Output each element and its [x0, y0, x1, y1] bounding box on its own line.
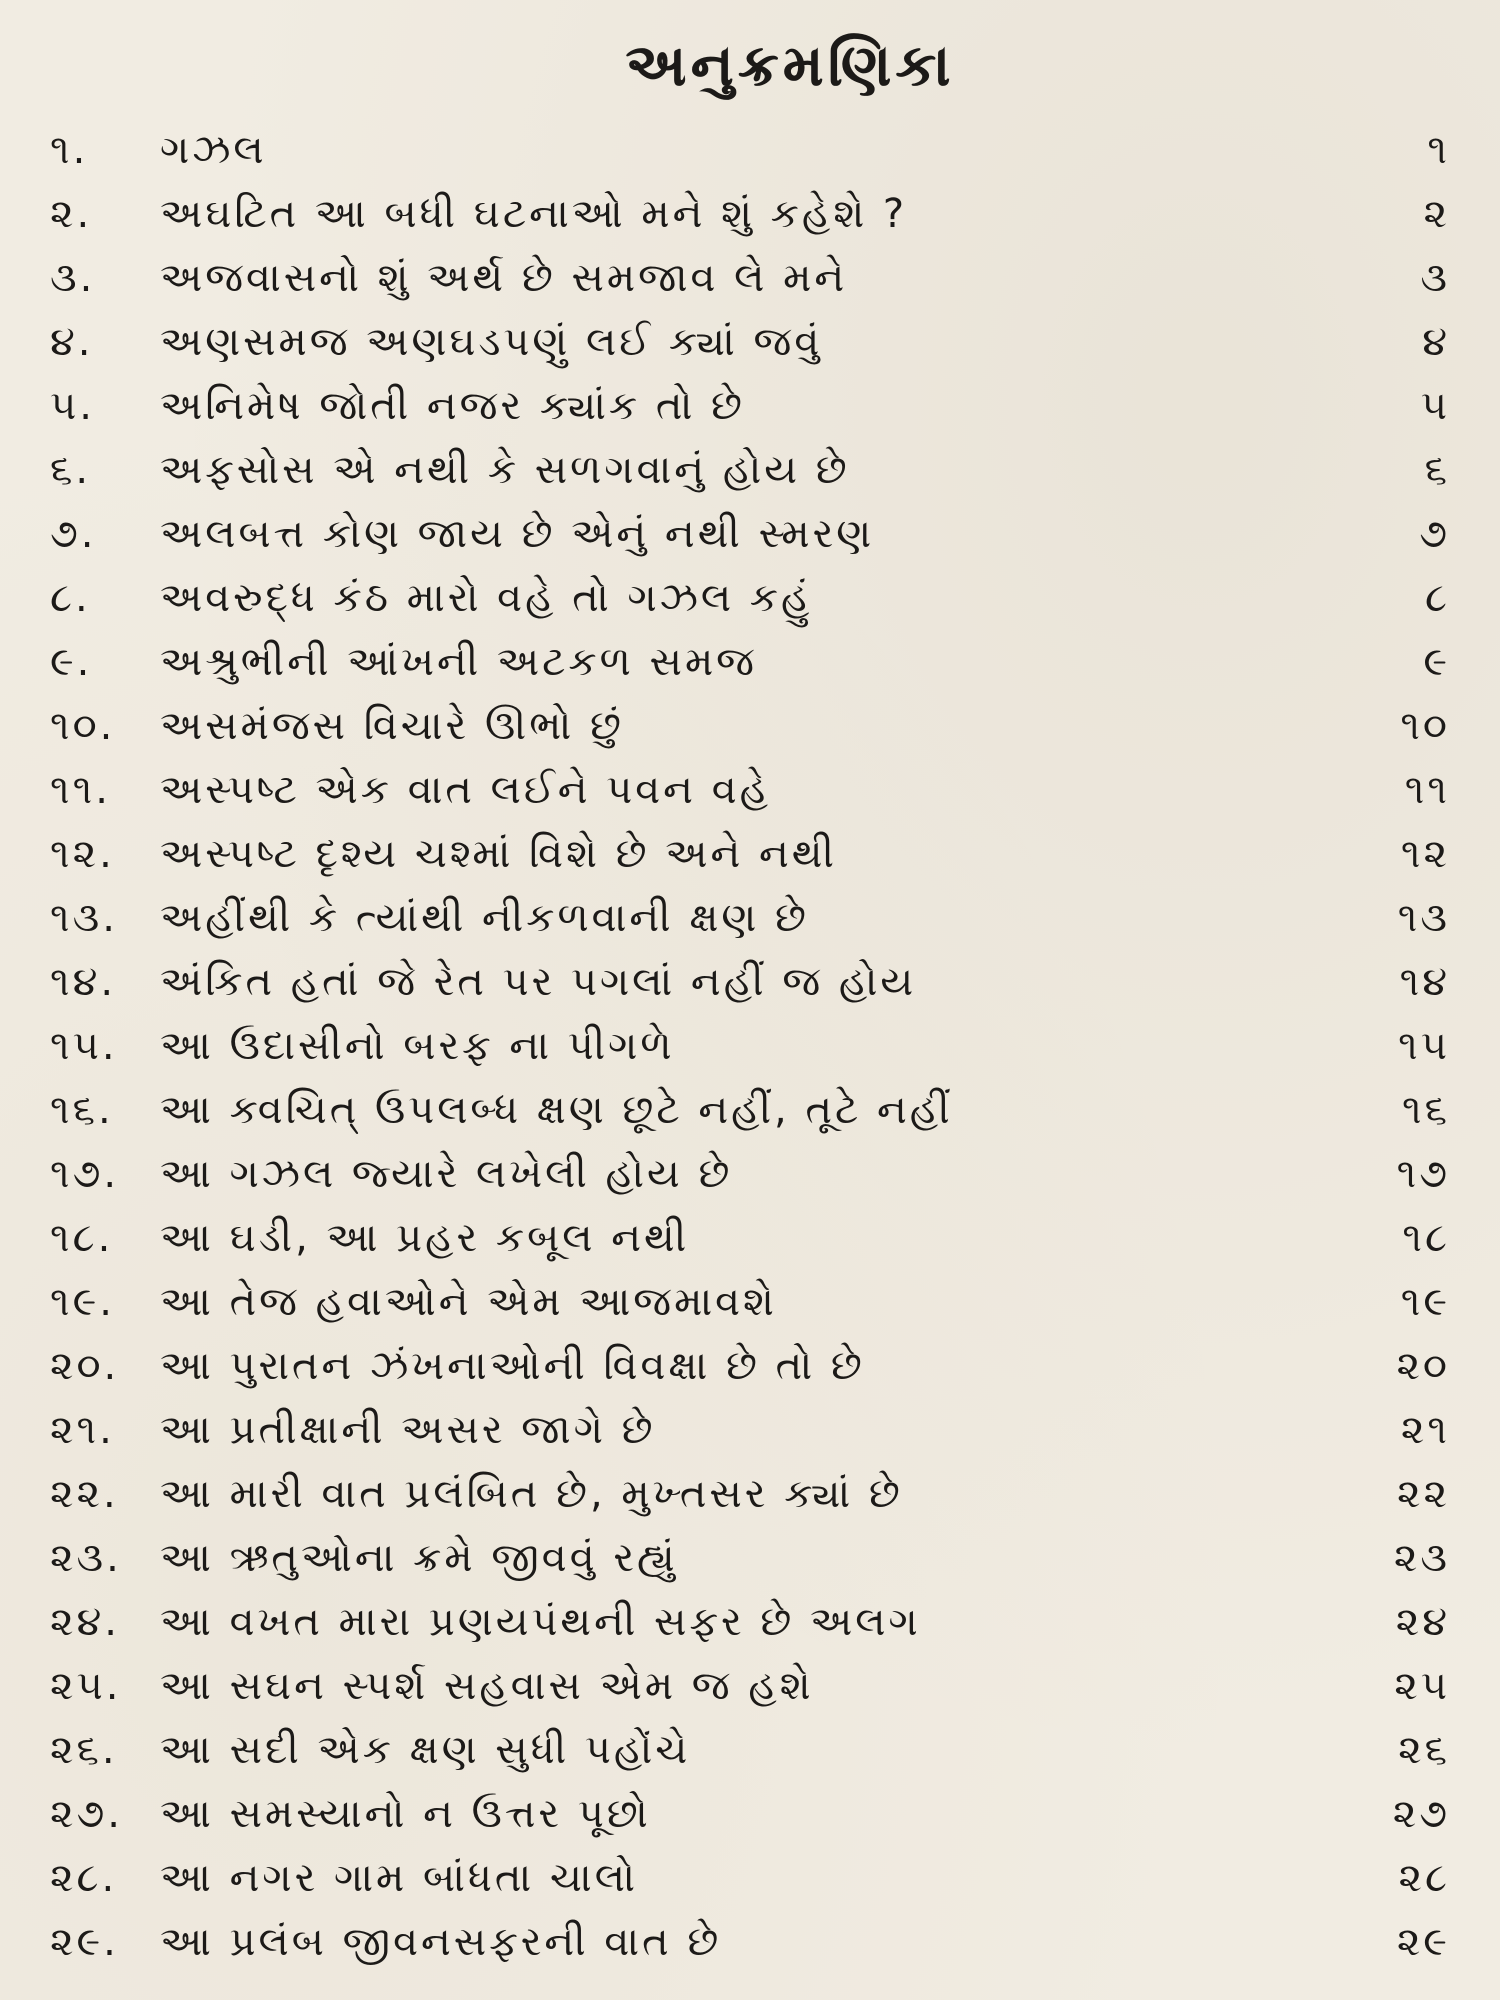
entry-page-number: ૨ [1423, 191, 1450, 237]
toc-entry [50, 1846, 1450, 1910]
entry-number: ૧૪. [50, 959, 117, 1005]
entry-number: ૨૭. [50, 1791, 123, 1837]
entry-number: ૨૦. [50, 1343, 120, 1389]
entry-title: અલબત્ત કોણ જાય છે એનું નથી સ્મરણ [160, 511, 875, 557]
entry-title: અજવાસનો શું અર્થ છે સમજાવ લે મને [160, 255, 848, 301]
entry-title: આ વખત મારા પ્રણયપંથની સફર છે અલગ [160, 1599, 921, 1645]
entry-title: અસ્પષ્ટ દૃશ્ય ચશ્માં વિશે છે અને નથી [160, 831, 837, 877]
toc-entry [50, 1526, 1450, 1590]
entry-number: ૨૩. [50, 1535, 122, 1581]
entry-number: ૧૦. [50, 703, 116, 749]
entry-title: આ ઘડી, આ પ્રહર કબૂલ નથી [160, 1215, 690, 1261]
toc-entry [50, 1206, 1450, 1270]
entry-page-number: ૮ [1425, 575, 1450, 621]
entry-page-number: ૨૮ [1398, 1855, 1450, 1901]
entry-page-number: ૩ [1420, 255, 1450, 301]
toc-entry [50, 182, 1450, 246]
toc-entry [50, 438, 1450, 502]
entry-title: અવરુદ્ધ કંઠ મારો વહે તો ગઝલ કહું [160, 575, 813, 621]
entry-number: ૮. [50, 575, 91, 621]
entry-number: ૬. [50, 447, 92, 493]
entry-number: ૨૯. [50, 1919, 119, 1965]
entry-page-number: ૪ [1422, 319, 1450, 365]
entry-title: અસમંજસ વિચારે ઊભો છું [160, 703, 624, 749]
toc-entry [50, 374, 1450, 438]
entry-title: આ મારી વાત પ્રલંબિત છે, મુખ્તસર ક્યાં છે [160, 1471, 903, 1517]
entry-number: ૧૨. [50, 831, 115, 877]
entry-title: આ પ્રતીક્ષાની અસર જાગે છે [160, 1407, 656, 1453]
entry-number: ૧૭. [50, 1151, 120, 1197]
entry-title: આ ઋતુઓના ક્રમે જીવવું રહ્યું [160, 1535, 678, 1581]
page-title: અનુક્રમણિકા [625, 31, 955, 99]
entry-number: ૨૪. [50, 1599, 120, 1645]
entry-page-number: ૨૫ [1394, 1663, 1450, 1709]
entry-number: ૧૫. [50, 1023, 118, 1069]
entry-title: અફસોસ એ નથી કે સળગવાનું હોય છે [160, 447, 850, 493]
toc-entry [50, 630, 1450, 694]
entry-page-number: ૨૧ [1400, 1407, 1450, 1453]
entry-page-number: ૧૬ [1402, 1087, 1450, 1133]
toc-entry [50, 886, 1450, 950]
entry-title: અંકિત હતાં જે રેત પર પગલાં નહીં જ હોય [160, 959, 917, 1005]
toc-entry [50, 1782, 1450, 1846]
toc-entry [50, 1718, 1450, 1782]
entry-title: આ તેજ હવાઓને એમ આજમાવશે [160, 1279, 777, 1325]
toc-entry [50, 246, 1450, 310]
toc-entry [50, 310, 1450, 374]
entry-page-number: ૧૩ [1397, 895, 1450, 941]
entry-title: અનિમેષ જોતી નજર ક્યાંક તો છે [160, 383, 745, 429]
entry-title: આ ગઝલ જ્યારે લખેલી હોય છે [160, 1151, 733, 1197]
toc-entry [50, 950, 1450, 1014]
entry-page-number: ૨૬ [1398, 1727, 1450, 1773]
entry-page-number: ૭ [1419, 511, 1450, 557]
toc-entry [50, 1142, 1450, 1206]
entry-title: આ સઘન સ્પર્શ સહવાસ એમ જ હશે [160, 1663, 814, 1709]
entry-page-number: ૨૩ [1393, 1535, 1450, 1581]
entry-title: અણસમજ અણઘડપણું લઈ ક્યાં જવું [160, 319, 823, 365]
entry-page-number: ૧૦ [1400, 703, 1450, 749]
entry-number: ૨૮. [50, 1855, 118, 1901]
entry-number: ૧૬. [50, 1087, 114, 1133]
toc-entry [50, 1910, 1450, 1974]
entry-page-number: ૧૨ [1400, 831, 1450, 877]
entry-page-number: ૧૯ [1400, 1279, 1450, 1325]
entry-title: આ ક્વચિત્ ઉપલબ્ધ ક્ષણ છૂટે નહીં, તૂટે નહીં [160, 1087, 953, 1133]
entry-title: આ ઉદાસીનો બરફ ના પીગળે [160, 1023, 675, 1069]
entry-number: ૫. [50, 383, 95, 429]
entry-page-number: ૫ [1420, 383, 1450, 429]
entry-title: આ સદી એક ક્ષણ સુધી પહોંચે [160, 1727, 691, 1773]
entry-page-number: ૧૭ [1396, 1151, 1450, 1197]
toc-entry [50, 694, 1450, 758]
toc-entry [50, 1334, 1450, 1398]
entry-title: આ નગર ગામ બાંધતા ચાલો [160, 1855, 638, 1901]
entry-number: ૨. [50, 191, 93, 237]
toc-entry [50, 1462, 1450, 1526]
entry-title: ગઝલ [160, 127, 267, 173]
toc-entry [50, 1590, 1450, 1654]
entry-title: અહીંથી કે ત્યાંથી નીકળવાની ક્ષણ છે [160, 895, 809, 941]
entry-page-number: ૨૭ [1392, 1791, 1450, 1837]
toc-entry [50, 822, 1450, 886]
entry-title: અસ્પષ્ટ એક વાત લઈને પવન વહે [160, 767, 772, 813]
entry-number: ૭. [50, 511, 97, 557]
toc-entry [50, 566, 1450, 630]
toc-entry [50, 1270, 1450, 1334]
toc-entry [50, 758, 1450, 822]
entry-number: ૧. [50, 127, 89, 173]
entry-number: ૧૮. [50, 1215, 114, 1261]
toc-entry [50, 118, 1450, 182]
entry-title: અશ્રુભીની આંખની અટકળ સમજ [160, 639, 758, 685]
entry-page-number: ૧ [1427, 127, 1450, 173]
entry-page-number: ૬ [1424, 447, 1450, 493]
entry-title: આ પ્રલંબ જીવનસફરની વાત છે [160, 1919, 722, 1965]
toc-entry [50, 502, 1450, 566]
entry-page-number: ૨૨ [1397, 1471, 1450, 1517]
entry-number: ૧૧. [50, 767, 111, 813]
toc-entry [50, 1014, 1450, 1078]
entry-number: ૨૧. [50, 1407, 115, 1453]
entry-page-number: ૧૧ [1404, 767, 1450, 813]
entry-page-number: ૨૪ [1395, 1599, 1450, 1645]
entry-number: ૧૩. [50, 895, 118, 941]
entry-page-number: ૨૦ [1396, 1343, 1450, 1389]
toc-entry [50, 1078, 1450, 1142]
entry-page-number: ૨૯ [1396, 1919, 1450, 1965]
entry-number: ૨૨. [50, 1471, 119, 1517]
entry-page-number: ૧૪ [1399, 959, 1450, 1005]
entry-title: અઘટિત આ બધી ઘટનાઓ મને શું કહેશે ? [160, 191, 908, 237]
entry-number: ૨૬. [50, 1727, 118, 1773]
entry-number: ૧૯. [50, 1279, 115, 1325]
table-of-contents [50, 118, 1450, 1974]
entry-title: આ સમસ્યાનો ન ઉત્તર પૂછો [160, 1791, 651, 1837]
entry-title: આ પુરાતન ઝંખનાઓની વિવક્ષા છે તો છે [160, 1343, 865, 1389]
entry-page-number: ૧૫ [1398, 1023, 1450, 1069]
toc-entry [50, 1398, 1450, 1462]
entry-number: ૯. [50, 639, 93, 685]
entry-page-number: ૯ [1423, 639, 1450, 685]
toc-entry [50, 1654, 1450, 1718]
entry-number: ૨૫. [50, 1663, 122, 1709]
entry-page-number: ૧૮ [1402, 1215, 1450, 1261]
entry-number: ૩. [50, 255, 96, 301]
entry-number: ૪. [50, 319, 94, 365]
